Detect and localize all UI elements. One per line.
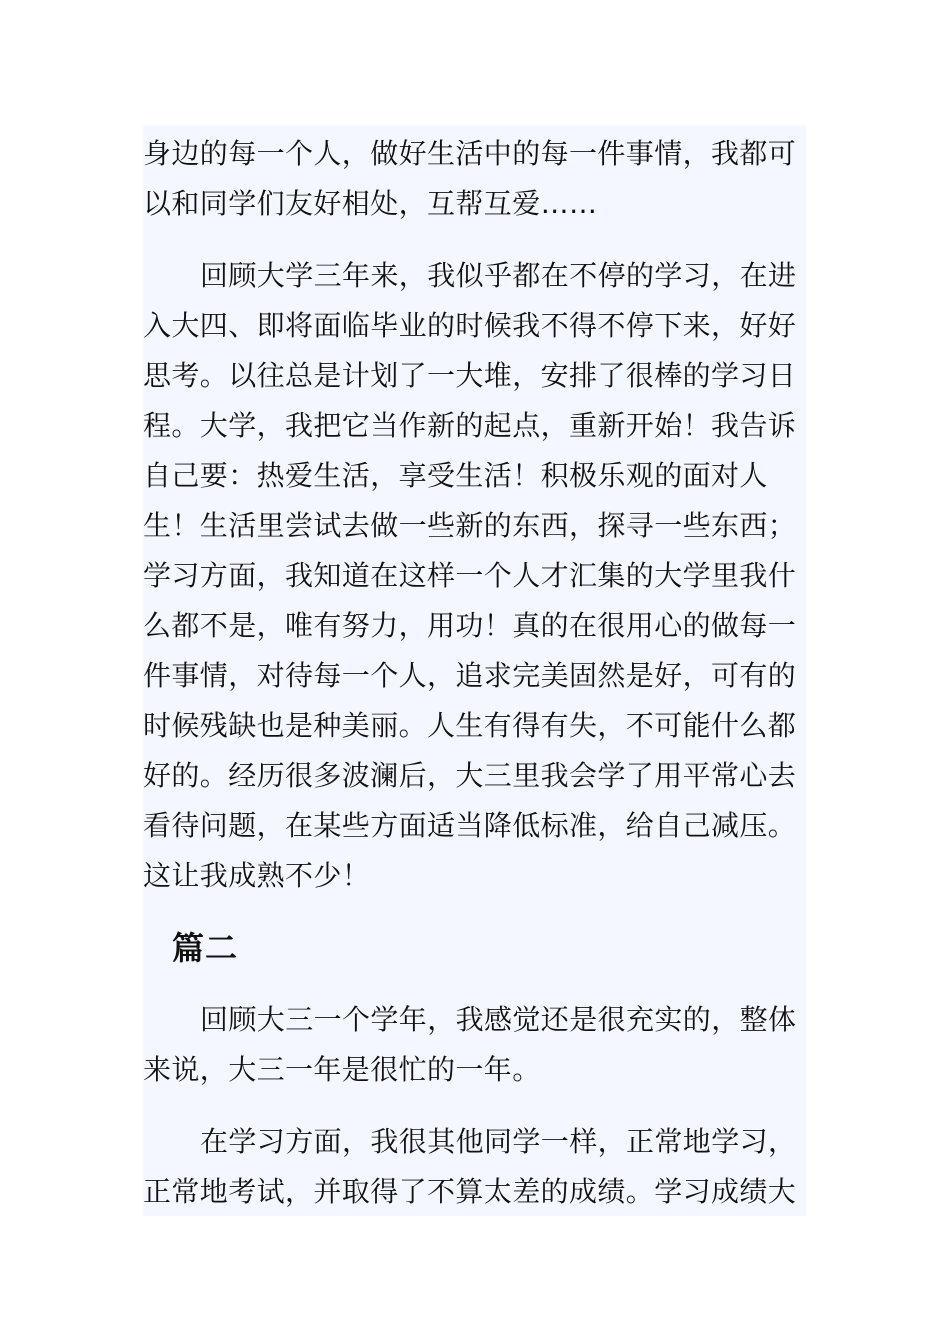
paragraph-reflection: 回顾大学三年来，我似乎都在不停的学习，在进入大四、即将面临毕业的时候我不得不停下来，好好思考。以往总是计划了一大堆，安排了很棒的学习日程。大学，我把它当作新的起点，重新开始！我告诉自己要：热爱生活，享受生活！积极乐观的面对人生！生活里尝试去做一些新的东西，探寻一些东西；学习方面，我知道在这样一个人才汇集的大学里我什么都不是，唯有努力，用功！真的在很用心的做每一件事情，对待每一个人，追求完美固然是好，可有的时候残缺也是种美丽。人生有得有失，不可能什么都好的。经历很多波澜后，大三里我会学了用平常心去看待问题，在某些方面适当降低标准，给自己减压。这让我成熟不少！	[143, 259, 797, 892]
paragraph-study: 在学习方面，我很其他同学一样，正常地学习，正常地考试，并取得了不算太差的成绩。学习成绩大	[143, 1125, 797, 1208]
section-heading: 篇二	[172, 929, 239, 967]
document-content	[143, 125, 806, 1216]
paragraph-section2-intro: 回顾大三一个学年，我感觉还是很充实的，整体来说，大三一年是很忙的一年。	[143, 1003, 797, 1086]
paragraph-continued: 身边的每一个人，做好生活中的每一件事情，我都可以和同学们友好相处，互帮互爱……	[143, 137, 797, 220]
